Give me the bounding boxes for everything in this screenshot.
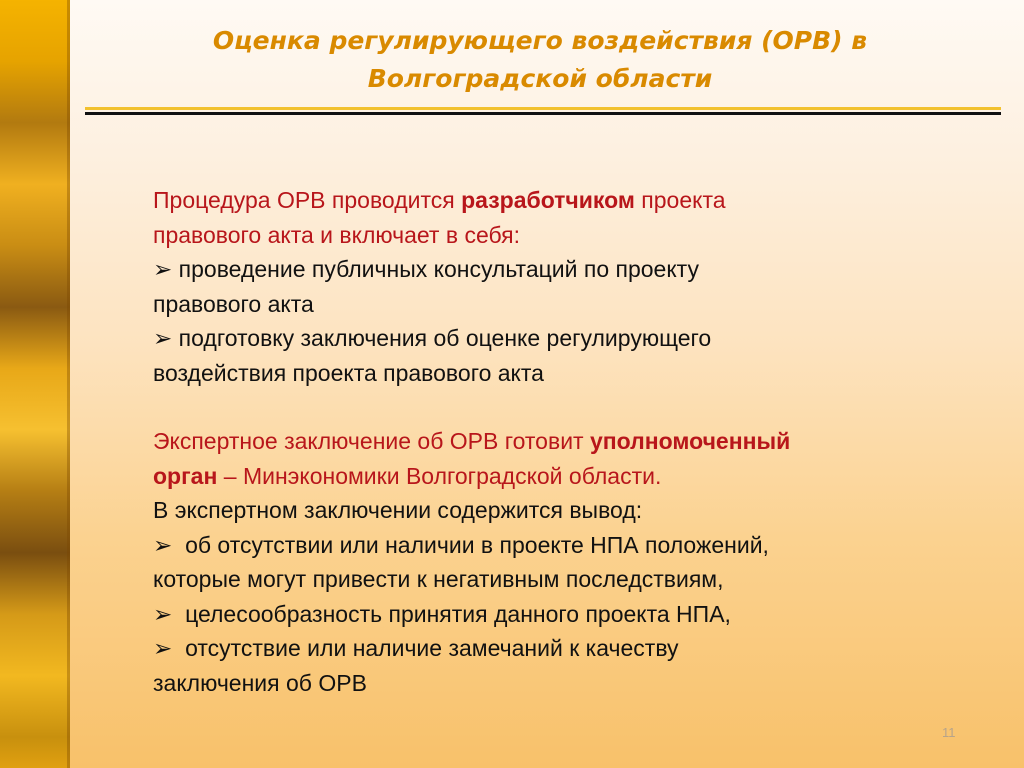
- bullet-arrow-icon: ➢: [153, 635, 173, 661]
- intro-line-2: правового акта и включает в себя:: [153, 221, 521, 248]
- intro-prefix: Процедура ОРВ проводится: [153, 187, 462, 213]
- bullet-arrow-icon: ➢: [153, 325, 173, 351]
- title-divider-black: [85, 112, 1001, 115]
- page-number: 11: [942, 725, 956, 740]
- slide-body: [153, 183, 953, 700]
- slide-title: [120, 22, 960, 98]
- bullet-text-cont: воздействия проекта правового акта: [153, 359, 544, 386]
- intro-paragraph: [153, 183, 953, 252]
- intro-bold: разработчиком: [461, 187, 635, 213]
- title-line-2: Волгоградской области: [367, 64, 713, 93]
- bullet-arrow-icon: ➢: [153, 600, 173, 627]
- decorative-sidebar: [0, 0, 70, 768]
- bullet-text-cont: которые могут привести к негативным последствиям,: [153, 566, 724, 592]
- bullet-text: отсутствие или наличие замечаний к качеству: [185, 635, 679, 661]
- bullet-arrow-icon: ➢: [153, 531, 173, 558]
- expert-bold-1: уполномоченный: [589, 428, 791, 454]
- spacer: [153, 390, 953, 424]
- title-divider-gold: [85, 107, 1001, 110]
- intro-suffix: проекта: [634, 187, 726, 213]
- bullet-a-2: [153, 321, 953, 390]
- title-line-1: Оценка регулирующего воздействия (ОРВ) в: [212, 26, 868, 55]
- bullet-text: проведение публичных консультаций по проекту: [178, 256, 699, 282]
- expert-paragraph: [153, 424, 953, 493]
- bullet-text-cont: правового акта: [153, 290, 314, 317]
- conclusion-intro: В экспертном заключении содержится вывод:: [153, 497, 643, 523]
- bullet-b-2: [153, 597, 953, 632]
- bullet-arrow-icon: ➢: [153, 256, 173, 282]
- bullet-text: целесообразность принятия данного проекта НПА,: [185, 600, 731, 627]
- bullet-b-3: [153, 631, 953, 700]
- bullet-text: подготовку заключения об оценке регулирующего: [178, 325, 712, 351]
- expert-suffix: – Минэкономики Волгоградской области.: [217, 462, 662, 489]
- bullet-b-1: [153, 528, 953, 597]
- bullet-a-1: [153, 252, 953, 321]
- expert-bold-2: орган: [153, 462, 218, 489]
- bullet-text: об отсутствии или наличии в проекте НПА положений,: [185, 531, 769, 558]
- expert-prefix: Экспертное заключение об ОРВ готовит: [153, 428, 590, 454]
- bullet-text-cont: заключения об ОРВ: [153, 669, 367, 696]
